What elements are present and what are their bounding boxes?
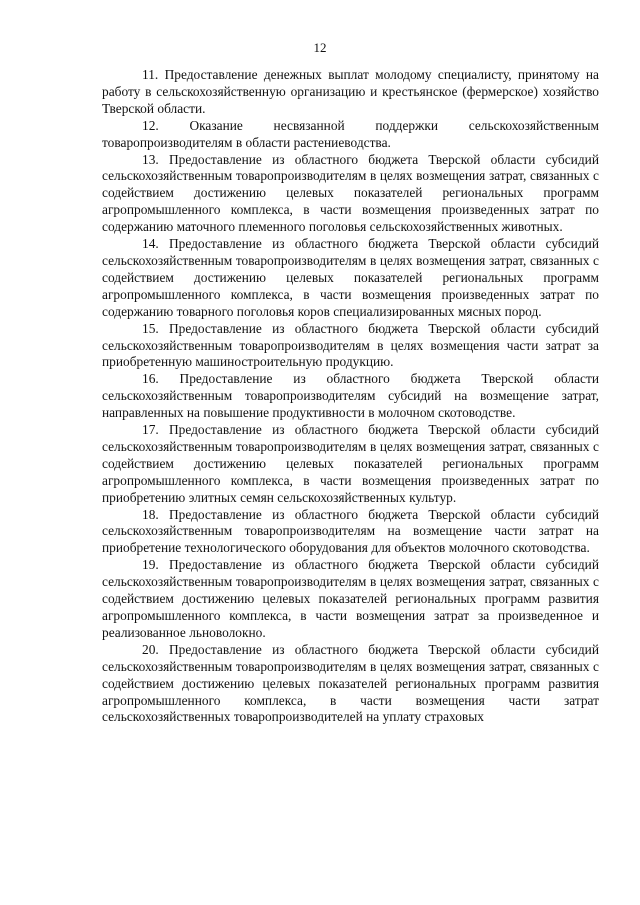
paragraph-12: 12. Оказание несвязанной поддержки сельскохозяйственным товаропроизводителям в области растениеводства.	[102, 117, 599, 150]
paragraph-15: 15. Предоставление из областного бюджета Тверской области субсидий сельскохозяйственным товаропроизводителям в целях возмещения части затрат за приобретенную машиностроительную продукцию.	[102, 320, 599, 370]
paragraph-13: 13. Предоставление из областного бюджета Тверской области субсидий сельскохозяйственным товаропроизводителям в целях возмещения затрат, связанных с содействием достижению целевых показателей региональных программ агропромышленного комплекса, в части возмещения произведенных затрат по содержанию маточного племенного поголовья сельскохозяйственных животных.	[102, 151, 599, 235]
paragraph-20: 20. Предоставление из областного бюджета Тверской области субсидий сельскохозяйственным товаропроизводителям в целях возмещения затрат, связанных с содействием достижению целевых показателей региональных программ развития агропромышленного комплекса, в части возмещения части затрат сельскохозяйственных товаропроизводителей на уплату страховых	[102, 641, 599, 725]
paragraph-18: 18. Предоставление из областного бюджета Тверской области субсидий сельскохозяйственным товаропроизводителям на возмещение части затрат на приобретение технологического оборудования для объектов молочного скотоводства.	[102, 506, 599, 556]
document-body	[102, 67, 599, 726]
paragraph-19: 19. Предоставление из областного бюджета Тверской области субсидий сельскохозяйственным товаропроизводителям в целях возмещения затрат, связанных с содействием достижению целевых показателей региональных программ развития агропромышленного комплекса, в части возмещения затрат за произведенное и реализованное льноволокно.	[102, 557, 599, 640]
page-number: 12	[313, 40, 327, 55]
paragraph-16: 16. Предоставление из областного бюджета Тверской области сельскохозяйственным товаропроизводителям субсидий на возмещение затрат, направленных на повышение продуктивности в молочном скотоводстве.	[102, 371, 599, 421]
paragraph-11: 11. Предоставление денежных выплат молодому специалисту, принятому на работу в сельскохозяйственную организацию и крестьянское (фермерское) хозяйство Тверской области.	[102, 67, 599, 116]
paragraph-17: 17. Предоставление из областного бюджета Тверской области субсидий сельскохозяйственным товаропроизводителям в целях возмещения затрат, связанных с содействием достижению целевых показателей региональных программ агропромышленного комплекса, в части возмещения произведенных затрат по приобретению элитных семян сельскохозяйственных культур.	[102, 422, 599, 505]
paragraph-14: 14. Предоставление из областного бюджета Тверской области субсидий сельскохозяйственным товаропроизводителям в целях возмещения затрат, связанных с содействием достижению целевых показателей региональных программ агропромышленного комплекса, в части возмещения произведенных затрат по содержанию товарного поголовья коров специализированных мясных пород.	[102, 236, 599, 319]
